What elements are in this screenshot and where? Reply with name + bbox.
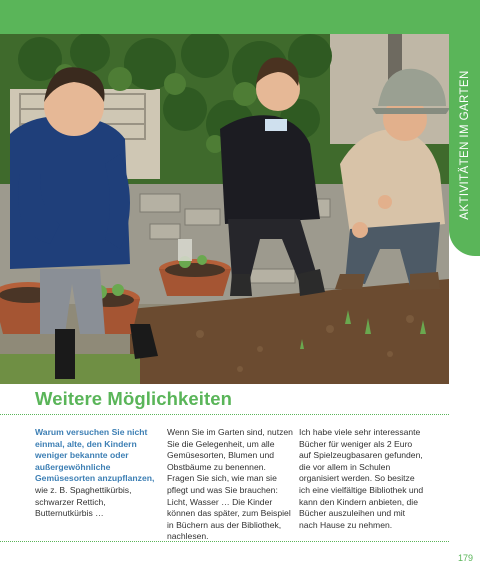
lead-text: Warum versuchen Sie nicht einmal, alte, den Kindern weniger bekannte oder außergewöhnliche Gemüsesorten anzupflanzen, [35, 427, 155, 484]
text-column-3: Ich habe viele sehr interessante Bücher für weniger als 2 Euro auf Spielzeugbasaren gefunden, die vor allem in Schulen organisiert werden. So besitze ich eine vielfältige Bibliothek und kann den Kindern anbieten, die Bücher auszuleihen und mit nach Hause zu nehmen. [299, 427, 424, 530]
text-column-2: Wenn Sie im Garten sind, nutzen Sie die Gelegenheit, um alle Gemüsesorten, Blumen und Obstbäume zu benennen. Fragen Sie sich, wie man sie pflegt und was Sie brauchen: Licht, Wasser … Die Kinder können das später, zum Beispiel in Büchern aus der Bibliothek, nachlesen. [167, 427, 293, 542]
section-side-tab [449, 34, 480, 256]
dotted-rule-bottom [0, 541, 449, 542]
text-column-1 [35, 427, 161, 520]
column-1-rest: wie z. B. Spaghettikürbis, schwarzer Rettich, Butternutkürbis … [35, 484, 132, 519]
garden-photo [0, 34, 449, 384]
page-number: 179 [457, 553, 473, 563]
dotted-rule-top [0, 414, 449, 415]
section-headline: Weitere Möglichkeiten [35, 388, 233, 409]
section-tab-label: AKTIVITÄTEN IM GARTEN [458, 70, 471, 220]
top-color-band [0, 0, 480, 34]
